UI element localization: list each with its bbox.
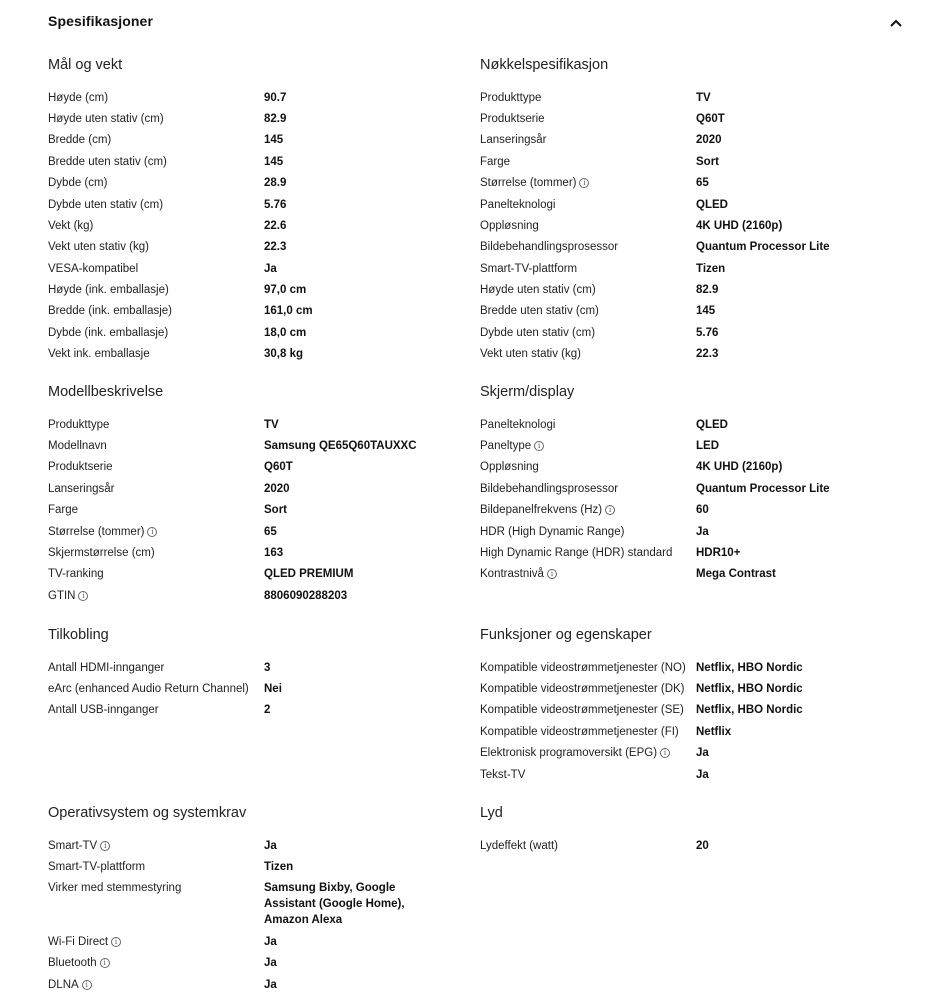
info-icon[interactable]: i [78,591,88,601]
spec-row [48,301,448,322]
spec-value: Ja [264,839,277,852]
spec-label-cell [48,660,264,676]
spec-row [48,974,448,995]
spec-label-cell [480,566,696,582]
spec-label-cell [480,545,696,561]
spec-label: Elektronisk programoversikt (EPG) [480,747,658,760]
spec-row [48,151,448,172]
spec-value: Mega Contrast [696,568,776,581]
spec-label-cell [480,261,696,277]
spec-value: Ja [696,768,709,781]
spec-label: Bredde (ink. emballasje) [48,305,173,318]
spec-label: Panelteknologi [480,418,556,431]
spec-value: Q60T [696,113,725,126]
spec-label-cell [48,481,264,497]
spec-row [480,764,880,785]
spec-row [48,835,448,856]
spec-row [480,435,880,456]
spec-label-cell [48,175,264,191]
spec-label-cell [480,218,696,234]
spec-value: Quantum Processor Lite [696,482,830,495]
spec-value: Netflix [696,725,732,738]
spec-value: 82.9 [696,284,719,297]
spec-row [480,173,880,194]
spec-row [48,521,448,542]
spec-row [48,322,448,343]
spec-row [480,322,880,343]
spec-row [48,478,448,499]
spec-label-cell [48,282,264,298]
spec-value: Sort [696,155,719,168]
spec-value: 20 [696,839,709,852]
spec-label: Paneltype [480,440,532,453]
spec-label: Wi-Fi Direct [48,935,109,948]
spec-row [480,344,880,365]
spec-label-cell [48,859,264,875]
spec-label-cell [48,325,264,341]
spec-row [48,279,448,300]
spec-label: Smart-TV [48,839,98,852]
spec-row [480,721,880,742]
spec-row [480,657,880,678]
spec-row [480,700,880,721]
spec-label-cell [48,303,264,319]
spec-label-cell [48,132,264,148]
spec-row [48,130,448,151]
spec-value: Ja [264,262,277,275]
spec-row [48,856,448,877]
spec-label: Smart-TV-plattform [480,262,578,275]
spec-label: Oppløsning [480,461,539,474]
spec-value: 145 [264,155,284,168]
spec-row [48,108,448,129]
spec-row [48,194,448,215]
spec-label-cell [48,838,264,854]
spec-value: Ja [264,935,277,948]
spec-row [48,344,448,365]
spec-value: Ja [696,525,709,538]
info-icon[interactable]: i [579,178,589,188]
spec-label: Lanseringsår [480,134,547,147]
info-icon[interactable]: i [547,569,557,579]
spec-label: Størrelse (tommer) [480,177,577,190]
spec-value: 82.9 [264,113,287,126]
spec-label: Bredde (cm) [48,134,112,147]
section-title: Funksjoner og egenskaper [480,627,652,643]
spec-label-cell [480,325,696,341]
spec-label: Oppløsning [480,219,539,232]
spec-value: 4K UHD (2160p) [696,219,783,232]
spec-value: 30,8 kg [264,348,303,361]
page-title: Spesifikasjoner [48,13,153,29]
spec-label: Vekt (kg) [48,219,94,232]
spec-row [48,435,448,456]
spec-label-cell [48,154,264,170]
spec-label-cell [48,524,264,540]
spec-label-cell [480,132,696,148]
spec-label-cell [480,346,696,362]
spec-label-cell [48,346,264,362]
spec-value: Ja [264,978,277,991]
spec-label: Smart-TV-plattform [48,861,146,874]
spec-label-cell [480,175,696,191]
spec-value: 4K UHD (2160p) [696,461,783,474]
spec-row [480,478,880,499]
spec-row [480,301,880,322]
spec-label-cell [480,438,696,454]
info-icon[interactable]: i [82,980,92,990]
spec-label: GTIN [48,589,76,602]
spec-label-cell [48,681,264,697]
spec-row [480,194,880,215]
spec-label: Lanseringsår [48,482,115,495]
spec-value: 65 [696,177,709,190]
spec-label-cell [48,702,264,718]
spec-label-cell [480,90,696,106]
spec-label: Bredde uten stativ (cm) [480,305,599,318]
spec-row [48,700,448,721]
spec-label-cell [480,111,696,127]
collapse-button[interactable] [886,14,906,32]
spec-row [48,878,448,931]
spec-label: Produktserie [480,113,545,126]
spec-value: Ja [696,747,709,760]
spec-value: TV [264,418,279,431]
spec-row [480,743,880,764]
spec-row [480,237,880,258]
spec-label: Modellnavn [48,440,107,453]
spec-label: Vekt uten stativ (kg) [48,241,149,254]
section-display [480,382,880,585]
spec-label: Dybde uten stativ (cm) [48,198,164,211]
spec-value: 22.3 [264,241,287,254]
spec-label-cell [48,545,264,561]
spec-row [48,931,448,952]
spec-value: QLED [696,418,728,431]
spec-row [48,173,448,194]
spec-value: Nei [264,683,282,696]
spec-label-cell [48,197,264,213]
spec-row [480,542,880,563]
spec-value: Netflix, HBO Nordic [696,704,803,717]
spec-label-cell [48,502,264,518]
spec-value: 65 [264,525,277,538]
spec-value: Quantum Processor Lite [696,241,830,254]
spec-label-cell [48,111,264,127]
spec-value: Tizen [696,262,726,275]
spec-label: Kontrastnivå [480,568,544,581]
spec-label-cell [480,303,696,319]
spec-label: Kompatible videostrømmetjenester (SE) [480,704,684,717]
section-title: Modellbeskrivelse [48,384,164,400]
spec-label: Bildepanelfrekvens (Hz) [480,504,603,517]
spec-value: 90.7 [264,91,287,104]
spec-value: 3 [264,661,271,674]
spec-label: Vekt uten stativ (kg) [480,348,581,361]
info-icon[interactable]: i [660,748,670,758]
spec-label: Bredde uten stativ (cm) [48,155,167,168]
spec-value: 2020 [696,134,722,147]
spec-row [480,108,880,129]
spec-label-cell [48,417,264,433]
spec-row [480,279,880,300]
info-icon[interactable]: i [100,841,110,851]
spec-value: 2 [264,704,271,717]
info-icon[interactable]: i [605,505,615,515]
spec-value: 5.76 [264,198,287,211]
spec-row [480,678,880,699]
spec-label: Bildebehandlingsprosessor [480,241,619,254]
spec-value: LED [696,440,719,453]
spec-label: HDR (High Dynamic Range) [480,525,625,538]
spec-label-cell [48,977,264,993]
spec-label-cell [48,218,264,234]
spec-row [48,657,448,678]
spec-value: TV [696,91,711,104]
spec-label: Kompatible videostrømmetjenester (FI) [480,725,679,738]
spec-value: Tizen [264,861,294,874]
spec-value: HDR10+ [696,546,741,559]
spec-label-cell [48,934,264,950]
spec-row [48,585,448,606]
spec-row [48,414,448,435]
spec-row [48,237,448,258]
spec-label: Dybde uten stativ (cm) [480,326,596,339]
spec-label: Høyde (ink. emballasje) [48,284,169,297]
spec-value: Samsung Bixby, Google Assistant (Google Home), Amazon Alexa [264,882,405,927]
spec-label: Størrelse (tommer) [48,525,145,538]
spec-label-cell [480,681,696,697]
spec-value: Q60T [264,461,293,474]
spec-row [480,414,880,435]
spec-value: 28.9 [264,177,287,190]
spec-label-cell [480,154,696,170]
spec-value: 2020 [264,482,290,495]
section-title: Operativsystem og systemkrav [48,805,247,821]
spec-label: Kompatible videostrømmetjenester (DK) [480,683,685,696]
section-model-description [48,382,448,606]
spec-value: 18,0 cm [264,326,307,339]
spec-label: Bluetooth [48,957,97,970]
spec-value: Netflix, HBO Nordic [696,683,803,696]
chevron-up-icon [890,19,902,27]
spec-label-cell [48,588,264,604]
spec-label: Panelteknologi [480,198,556,211]
spec-row [480,130,880,151]
spec-row [48,542,448,563]
spec-value: QLED [696,198,728,211]
section-os [48,803,448,995]
spec-label: Produkttype [480,91,542,104]
spec-row [480,151,880,172]
spec-label: TV-ranking [48,568,104,581]
section-title: Skjerm/display [480,384,575,400]
spec-row [480,87,880,108]
spec-row [48,564,448,585]
spec-row [480,500,880,521]
spec-label: Høyde uten stativ (cm) [48,113,164,126]
info-icon[interactable]: i [111,937,121,947]
spec-label: Dybde (cm) [48,177,108,190]
spec-label-cell [48,566,264,582]
info-icon[interactable]: i [100,958,110,968]
spec-value: 8806090288203 [264,589,348,602]
spec-row [480,258,880,279]
spec-row [480,457,880,478]
info-icon[interactable]: i [534,441,544,451]
spec-row [480,564,880,585]
spec-value: 145 [696,305,716,318]
spec-label-cell [480,702,696,718]
spec-value: 163 [264,546,284,559]
spec-label-cell [480,524,696,540]
section-title: Nøkkelspesifikasjon [480,57,609,73]
spec-label-cell [480,767,696,783]
spec-value: QLED PREMIUM [264,568,354,581]
spec-label: High Dynamic Range (HDR) standard [480,546,673,559]
spec-label: Antall USB-innganger [48,704,159,717]
spec-label: Dybde (ink. emballasje) [48,326,169,339]
spec-value: Ja [264,957,277,970]
spec-label: Farge [48,504,79,517]
spec-value: 22.6 [264,219,287,232]
spec-row [48,215,448,236]
spec-label: Tekst-TV [480,768,526,781]
spec-label-cell [48,239,264,255]
spec-label-cell [480,481,696,497]
spec-label-cell [480,724,696,740]
spec-row [48,87,448,108]
spec-value: Netflix, HBO Nordic [696,661,803,674]
section-dimensions [48,55,448,365]
section-key-specs [480,55,880,365]
spec-label: VESA-kompatibel [48,262,139,275]
spec-value: 5.76 [696,326,719,339]
spec-value: 97,0 cm [264,284,307,297]
spec-label-cell [480,502,696,518]
spec-label-cell [480,838,696,854]
spec-label: Kompatible videostrømmetjenester (NO) [480,661,686,674]
spec-label: eArc (enhanced Audio Return Channel) [48,683,249,696]
info-icon[interactable]: i [147,527,157,537]
spec-label: Virker med stemmestyring [48,882,182,895]
spec-value: 161,0 cm [264,305,313,318]
spec-value: Sort [264,504,287,517]
spec-label-cell [48,955,264,971]
section-title: Tilkobling [48,627,109,643]
spec-row [48,258,448,279]
section-title: Mål og vekt [48,57,123,73]
spec-row [48,953,448,974]
spec-value: 145 [264,134,284,147]
spec-label-cell [480,282,696,298]
spec-label-cell [480,745,696,761]
spec-label-cell [480,239,696,255]
section-title: Lyd [480,805,503,821]
spec-label-cell [48,438,264,454]
spec-row [48,678,448,699]
spec-label-cell [48,261,264,277]
spec-label-cell [480,197,696,213]
spec-label: Høyde (cm) [48,91,109,104]
spec-value: 22.3 [696,348,719,361]
spec-label-cell [480,660,696,676]
spec-value: 60 [696,504,709,517]
spec-row [480,215,880,236]
spec-label: Antall HDMI-innganger [48,661,165,674]
spec-label: Høyde uten stativ (cm) [480,284,596,297]
spec-label: Produkttype [48,418,110,431]
spec-label-cell [48,880,264,896]
spec-row [48,500,448,521]
section-features [480,625,880,785]
spec-row [480,521,880,542]
spec-label-cell [480,417,696,433]
spec-label: Lydeffekt (watt) [480,839,558,852]
spec-label-cell [480,459,696,475]
spec-label: DLNA [48,978,79,991]
section-connectivity [48,625,448,721]
spec-label-cell [48,90,264,106]
spec-label-cell [48,459,264,475]
section-sound [480,803,880,856]
spec-label: Bildebehandlingsprosessor [480,482,619,495]
spec-label: Skjermstørrelse (cm) [48,546,155,559]
spec-value: Samsung QE65Q60TAUXXC [264,440,417,453]
spec-label: Vekt ink. emballasje [48,348,150,361]
spec-row [48,457,448,478]
spec-label: Farge [480,155,511,168]
spec-label: Produktserie [48,461,113,474]
spec-row [480,835,880,856]
